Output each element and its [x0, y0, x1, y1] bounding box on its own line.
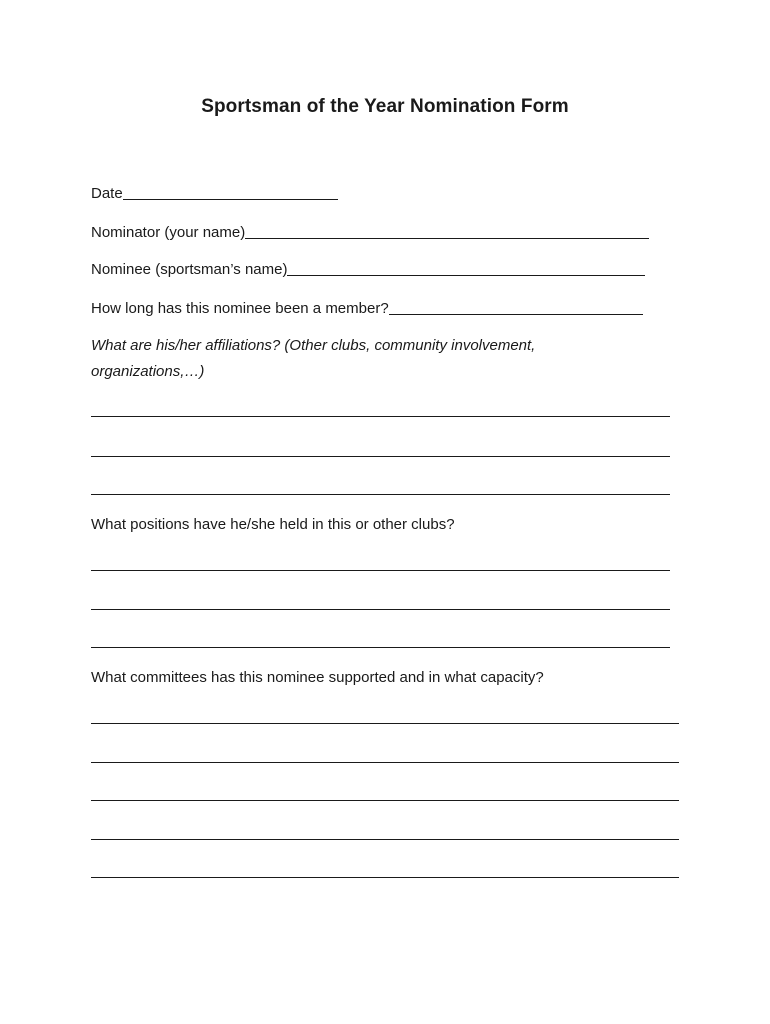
nominee-field-row: [91, 257, 645, 279]
committees-answer-line[interactable]: [91, 839, 679, 840]
membership-field-row: [91, 296, 643, 318]
date-label: Date: [91, 185, 123, 202]
committees-answer-line[interactable]: [91, 762, 679, 763]
committees-answer-line[interactable]: [91, 723, 679, 724]
committees-question: What committees has this nominee supported and in what capacity?: [91, 669, 544, 686]
affiliations-answer-line[interactable]: [91, 456, 670, 457]
affiliations-question-line1: What are his/her affiliations? (Other clubs, community involvement,: [91, 337, 536, 354]
nominator-input-line[interactable]: [245, 222, 649, 239]
positions-answer-line[interactable]: [91, 570, 670, 571]
nominator-field-row: [91, 220, 649, 242]
affiliations-answer-line[interactable]: [91, 494, 670, 495]
nominator-label: Nominator (your name): [91, 224, 246, 241]
nominee-label: Nominee (sportsman’s name): [91, 261, 288, 278]
nominee-input-line[interactable]: [287, 259, 645, 276]
affiliations-question-line2: organizations,…): [91, 363, 205, 380]
positions-answer-line[interactable]: [91, 647, 670, 648]
positions-answer-line[interactable]: [91, 609, 670, 610]
form-title: Sportsman of the Year Nomination Form: [201, 96, 569, 117]
membership-label: How long has this nominee been a member?: [91, 300, 389, 317]
date-field-row: [91, 181, 338, 203]
committees-answer-line[interactable]: [91, 877, 679, 878]
membership-input-line[interactable]: [389, 298, 643, 315]
positions-question: What positions have he/she held in this or other clubs?: [91, 516, 455, 533]
date-input-line[interactable]: [123, 183, 338, 200]
affiliations-answer-line[interactable]: [91, 416, 670, 417]
committees-answer-line[interactable]: [91, 800, 679, 801]
